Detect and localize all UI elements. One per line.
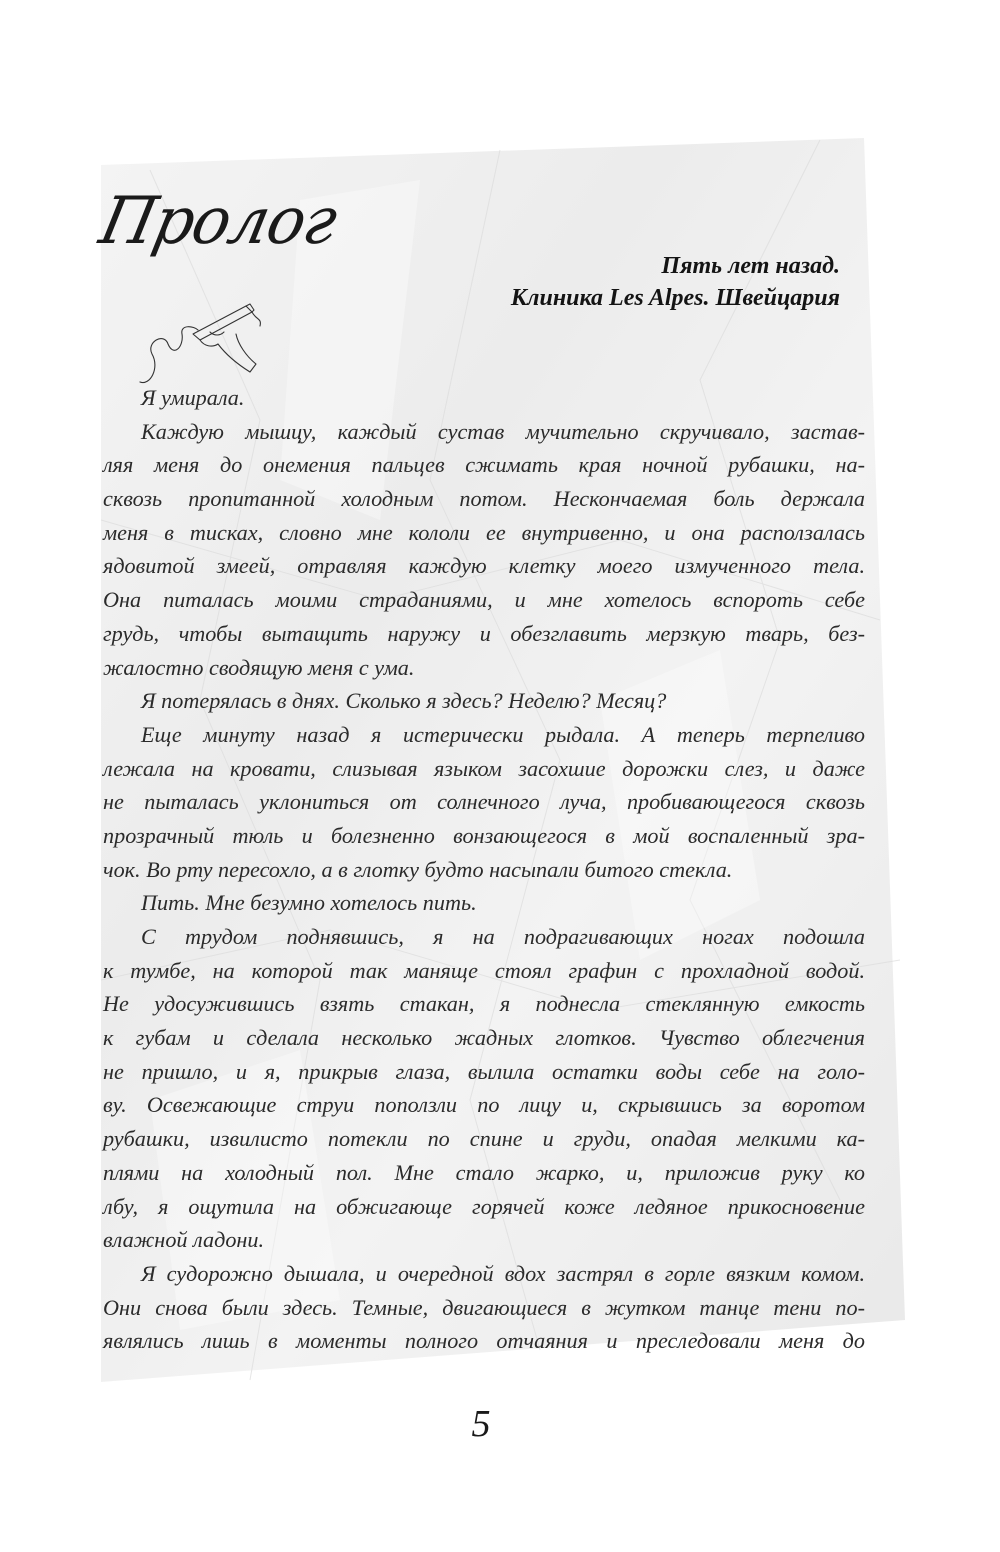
text-line: Они снова были здесь. Темные, двигающиеся в жутком танце тени по- <box>103 1294 865 1320</box>
text-line: ву. Освежающие струи поползли по лицу и, скрывшись за воротом <box>103 1092 865 1118</box>
hand-writing-icon <box>138 290 268 390</box>
chapter-title: Пролог <box>93 182 344 259</box>
text-line: к губам и сделала несколько жадных глотков. Чувство облегчения <box>103 1025 865 1051</box>
text-line: лбу, я ощутила на обжигающе горячей коже ледяное прикосновение <box>103 1193 865 1219</box>
text-line: сквозь пропитанной холодным потом. Нескончаемая боль держала <box>103 486 865 512</box>
text-line: к тумбе, на которой так маняще стоял графин с прохладной водой. <box>103 957 865 983</box>
text-line: не пришло, и я, прикрыв глаза, вылила остатки воды себе на голо- <box>103 1058 865 1084</box>
text-line: влажной ладони. <box>103 1227 265 1253</box>
subtitle-place: Клиника Les Alpes. Швейцария <box>510 285 840 311</box>
text-line: чок. Во рту пересохло, а в глотку будто насыпали битого стекла. <box>103 856 733 882</box>
subtitle-time: Пять лет назад. <box>661 253 840 279</box>
text-line: ляя меня до онемения пальцев сжимать края ночной рубашки, на- <box>103 452 865 478</box>
text-line: являлись лишь в моменты полного отчаяния и преследовали меня до <box>103 1328 865 1354</box>
text-line: рубашки, извилисто потекли по спине и груди, опадая мелкими ка- <box>103 1126 865 1152</box>
text-line: жалостно сводящую меня с ума. <box>103 654 415 680</box>
text-line: Я умирала. <box>141 385 245 410</box>
text-line: плями на холодный пол. Мне стало жарко, и, приложив руку ко <box>103 1159 865 1185</box>
text-line: Пить. Мне безумно хотелось пить. <box>141 890 477 916</box>
text-line: Я судорожно дышала, и очередной вдох застрял в горле вязким комом. <box>141 1260 865 1286</box>
text-line: лежала на кровати, слизывая языком засохшие дорожки слез, и даже <box>103 755 865 781</box>
text-line: Я потерялась в днях. Сколько я здесь? Неделю? Месяц? <box>141 688 667 714</box>
text-line: ядовитой змеей, отравляя каждую клетку моего измученного тела. <box>103 553 865 579</box>
text-line: Не удосужившись взять стакан, я поднесла стеклянную емкость <box>103 991 865 1017</box>
text-line: меня в тисках, словно мне кололи ее внутривенно, и она расползалась <box>103 519 865 545</box>
text-line: С трудом поднявшись, я на подрагивающих ногах подошла <box>141 924 865 949</box>
page-number: 5 <box>471 1403 491 1445</box>
text-line: прозрачный тюль и болезненно вонзающегося в мой воспаленный зра- <box>103 822 865 848</box>
text-line: грудь, чтобы вытащить наружу и обезглавить мерзкую тварь, без- <box>103 620 865 646</box>
chapter-subtitle <box>511 250 840 314</box>
text-line: не пыталась уклониться от солнечного луча, пробивающегося сквозь <box>103 789 865 815</box>
text-line: Каждую мышцу, каждый сустав мучительно скручивало, застав- <box>141 418 865 444</box>
text-line: Еще минуту назад я истерически рыдала. А теперь терпеливо <box>141 721 865 747</box>
body-text <box>103 381 865 1358</box>
text-line: Она питалась моими страданиями, и мне хотелось вспороть себе <box>103 587 865 613</box>
